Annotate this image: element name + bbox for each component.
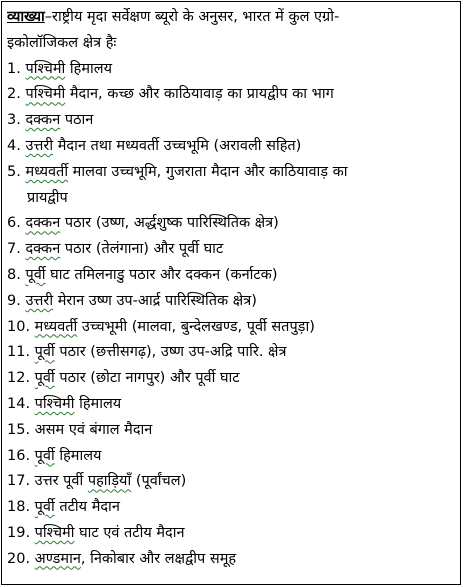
- list-item: [7, 547, 459, 573]
- list-item-number: 17.: [7, 473, 31, 490]
- list-item-text: पठान: [60, 112, 94, 129]
- list-item-marked-word: पश्चिमी: [25, 86, 66, 103]
- list-item-text: पठार (छत्तीसगढ़), उष्ण उप-अद्रि पारि. क्षेत्र: [54, 344, 287, 361]
- list-item: [7, 315, 459, 341]
- document-frame: [1, 1, 461, 585]
- list-item-number: 15.: [7, 421, 31, 438]
- list-item: [7, 469, 459, 495]
- list-item-number: 20.: [7, 550, 31, 567]
- list-item: [7, 289, 459, 315]
- list-item-text: मालवा उच्चभूमि, गुजराता मैदान और काठियावाड़ का: [68, 163, 348, 180]
- intro-text-1: –राष्ट्रीय मृदा सर्वेक्षण ब्यूरो के अनुसर, भारत में कुल एग्रो-: [44, 9, 340, 25]
- list-item-number: 14.: [7, 395, 31, 412]
- list-item-text: , निकोबार और लक्षद्वीप समूह: [80, 550, 237, 567]
- list-item-number: 4.: [7, 137, 21, 154]
- list-item-text: मेरान उष्ण उप-आर्द्र पारिस्थितिक क्षेत्र): [53, 292, 257, 309]
- list-item: [7, 392, 459, 418]
- list-item-marked-word: पूर्वी: [34, 447, 55, 464]
- intro-heading: व्याख्या: [7, 9, 45, 25]
- list-item-text: तटीय मैदान: [54, 499, 120, 516]
- list-item-number: 1.: [7, 60, 21, 77]
- list-item-text: मैदान, कच्छ और काठियावाड़ का प्रायद्वीप का भाग: [65, 86, 334, 103]
- list-item-marked-word: पहाड़ियाँ: [87, 473, 132, 490]
- list-item-number: 3.: [7, 112, 21, 129]
- intro-line-2: [7, 31, 459, 57]
- list-item-marked-word: मध्यवर्ती: [25, 163, 69, 180]
- intro-line-1: [7, 5, 459, 31]
- list-item: [7, 108, 459, 134]
- list-item-marked-word: पश्चिमी: [34, 524, 75, 541]
- list-item: [7, 495, 459, 521]
- list-item-marked-word: पूर्वी: [25, 266, 46, 283]
- list-item: [7, 134, 459, 160]
- list-item-marked-word: दक्कन: [25, 215, 61, 232]
- list-item-number: 16.: [7, 447, 31, 464]
- list-item-text: घाट एवं तटीय मैदान: [74, 524, 185, 541]
- list-item-marked-word: मध्यवर्ती: [34, 318, 78, 335]
- list-item: [7, 444, 459, 470]
- list-item-number: 10.: [7, 318, 31, 335]
- list-item-marked-word: उत्तरी: [25, 137, 54, 154]
- list-item: [7, 521, 459, 547]
- list-item-number: 9.: [7, 292, 21, 309]
- list-item-text: हिमालय: [54, 447, 102, 464]
- list-item-marked-word: दक्कन: [25, 112, 61, 129]
- list-item: [7, 160, 459, 186]
- list-item-text: उच्चभूमी (मालवा, बुन्देलखण्ड, पूर्वी सतपुड़ा): [77, 318, 315, 335]
- list-item: [7, 263, 459, 289]
- list-item: [7, 340, 459, 366]
- list-item-text-pre: उत्तर पूर्वी: [30, 473, 88, 490]
- list-item-text: घाट तमिलनाडु पठार और दक्कन (कर्नाटक): [45, 266, 278, 283]
- list-item-text: पठार (छोटा नागपुर) और पूर्वी घाट: [54, 370, 240, 387]
- list-item-number: 7.: [7, 241, 21, 258]
- list-item-text: मैदान तथा मध्यवर्ती उच्चभूमि (अरावली सहित): [53, 137, 302, 154]
- list-item-number: 5.: [7, 163, 21, 180]
- list-item-marked-word: पश्चिमी: [25, 60, 66, 77]
- list-item: [7, 237, 459, 263]
- list-item-number: 8.: [7, 266, 21, 283]
- list-item-text: हिमालय: [74, 395, 122, 412]
- list-item-text: असम एवं बंगाल मैदान: [34, 421, 153, 438]
- document-body: [7, 5, 459, 573]
- list-item-text: पठार (तेलंगाना) और पूर्वी घाट: [60, 241, 224, 258]
- list-item-marked-word: पश्चिमी: [34, 395, 75, 412]
- list-item-number: 12.: [7, 370, 31, 387]
- list-item-number: 2.: [7, 86, 21, 103]
- list-item: [7, 418, 459, 444]
- list-item-marked-word: अण्डमान: [34, 550, 81, 567]
- intro-text-2: इकोलॉजिकल क्षेत्र हैः: [7, 34, 117, 51]
- list-item: [7, 366, 459, 392]
- list-item-marked-word: पूर्वी: [34, 370, 55, 387]
- list-item-text: हिमालय: [65, 60, 112, 77]
- list-item-number: 6.: [7, 215, 21, 232]
- list-item: [7, 57, 459, 83]
- list-item-number: 11.: [7, 344, 31, 361]
- list-item-number: 18.: [7, 499, 31, 516]
- list-item-number: 19.: [7, 524, 31, 541]
- list-item-marked-word: उत्तरी: [25, 292, 54, 309]
- list-item: [7, 211, 459, 237]
- list-item-marked-word: दक्कन: [25, 241, 61, 258]
- list-item-marked-word: पूर्वी: [34, 344, 55, 361]
- list-item-text: (पूर्वांचल): [131, 473, 187, 490]
- list-item-continuation: प्रायद्वीप: [27, 189, 68, 206]
- list-item-text: पठार (उष्ण, अर्द्धशुष्क पारिस्थितिक क्षेत्र): [60, 215, 279, 232]
- list-item-marked-word: पूर्वी: [34, 499, 55, 516]
- list-item: [7, 82, 459, 108]
